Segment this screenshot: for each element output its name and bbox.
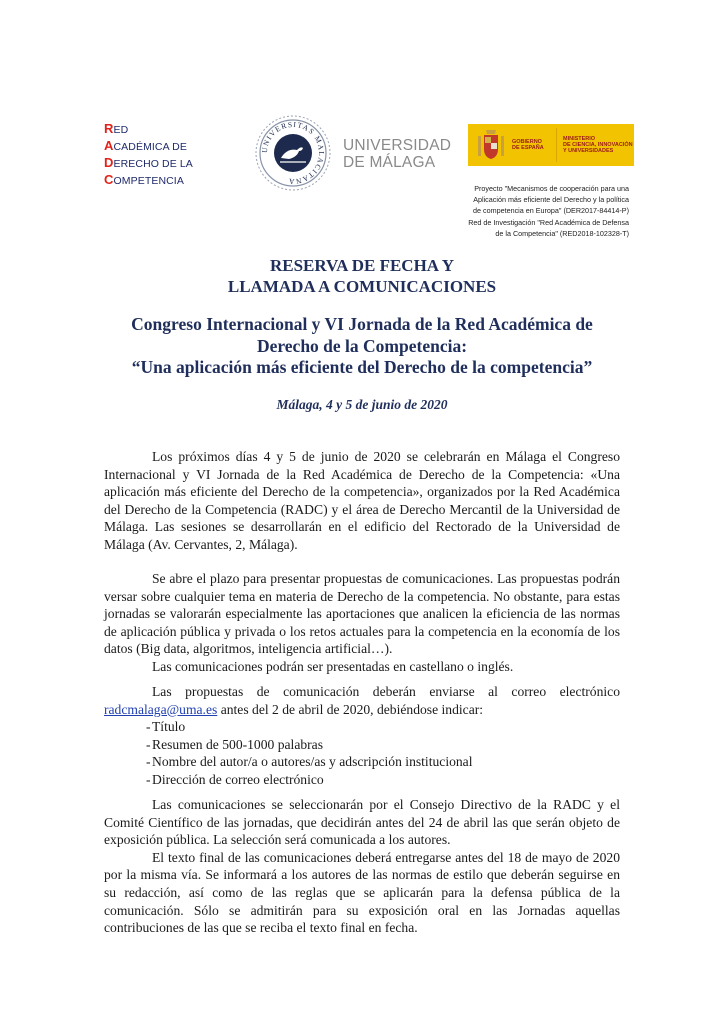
university-seal-icon <box>254 114 332 192</box>
list-item: - Título <box>146 719 186 735</box>
paragraph-intro: Los próximos días 4 y 5 de junio de 2020 se celebrarán en Málaga el Congreso Internacional y VI Jornada de la Red Académica de Derecho de la Competencia: «Una aplicación más eficiente del Derecho de la competencia», organizados por la Red Académica del Derecho de la Competencia (RADC) y el área de Derecho Mercantil de la Universidad de Málaga. Las sesiones se desarrollarán en el edificio del Rectorado de la Universidad de Málaga (Av. Cervantes, 2, Málaga). <box>104 449 620 552</box>
list-item: - Dirección de correo electrónico <box>146 771 324 787</box>
radc-logo-line: DERECHO DE LA <box>104 155 193 170</box>
list-item: - Nombre del autor/a o autores/as y adscripción institucional <box>146 754 473 770</box>
requirements-list <box>104 718 620 788</box>
radc-logo-line: RED <box>104 121 129 136</box>
divider <box>556 128 557 162</box>
radc-logo-line: COMPETENCIA <box>104 172 184 187</box>
event-date: Málaga, 4 y 5 de junio de 2020 <box>276 397 448 412</box>
university-name: UNIVERSIDAD DE MÁLAGA <box>343 137 452 171</box>
paragraph-selection: Las comunicaciones se seleccionarán por el Consejo Directivo de la RADC y el Comité Científico de las jornadas, que decidirán antes del 24 de abril las que serán objeto de exposición pública. La selección será comunicada a los autores. El texto final de las comunicaciones deberá entregarse antes del 18 de mayo de 2020 por la misma vía. Se informará a los autores de las normas de estilo que deberán seguirse en su redacción, así como de las reglas que se aplicarán para la defensa pública de la comunicación. Sólo se admitirán para su exposición oral en las Jornadas aquellas contribuciones de las que se reciba el texto final en fecha. <box>104 797 620 936</box>
event-subtitle: Congreso Internacional y VI Jornada de la Red Académica de Derecho de la Competencia: “Una aplicación más eficiente del Derecho de la competencia” <box>131 314 593 377</box>
radc-logo-line: ACADÉMICA DE <box>104 138 187 153</box>
document-title: RESERVA DE FECHA Y LLAMADA A COMUNICACIONES <box>227 256 497 296</box>
ministry-label: MINISTERIO DE CIENCIA, INNOVACIÓN Y UNIVERSIDADES <box>563 136 633 154</box>
paragraph-submission: Las propuestas de comunicación deberán enviarse al correo electrónico radcmalaga@uma.es antes del 2 de abril de 2020, debiéndose indicar: - Título - Resumen de 500-1000 palabras - Nombre del autor/a o autores/as y adscripción institucional - Dirección de correo electrónico <box>104 684 620 787</box>
coat-of-arms-icon <box>476 128 506 162</box>
paragraph-call: Se abre el plazo para presentar propuestas de comunicaciones. Las propuestas podrán versar sobre cualquier tema en materia de Derecho de la competencia. No obstante, para estas jornadas se valorarán especialmente las aportaciones que analicen la eficiencia de las normas de aplicación pública y privada o los retos actuales para la competencia en la economía de los datos (Big data, algoritmos, inteligencia artificial…). Las comunicaciones podrán ser presentadas en castellano o inglés. <box>104 571 620 674</box>
submission-line: radcmalaga@uma.es antes del 2 de abril de 2020, debiéndose indicar: <box>104 701 484 717</box>
svg-text:UNIVERSITAS MALACITANA: UNIVERSITAS MALACITANA <box>259 119 327 187</box>
government-banner <box>468 124 634 166</box>
gov-label: GOBIERNO DE ESPAÑA <box>512 139 544 151</box>
list-item: - Resumen de 500-1000 palabras <box>146 736 324 752</box>
email-link[interactable]: radcmalaga@uma.es <box>104 701 218 717</box>
radc-logo <box>104 121 193 189</box>
project-note: Proyecto "Mecanismos de cooperación para una Aplicación más eficiente del Derecho y la política de competencia en Europa" (DER2017-84414-P) Red de Investigación "Red Académica de Defensa de la Competencia" (RED2018-102328-T) <box>468 184 629 238</box>
